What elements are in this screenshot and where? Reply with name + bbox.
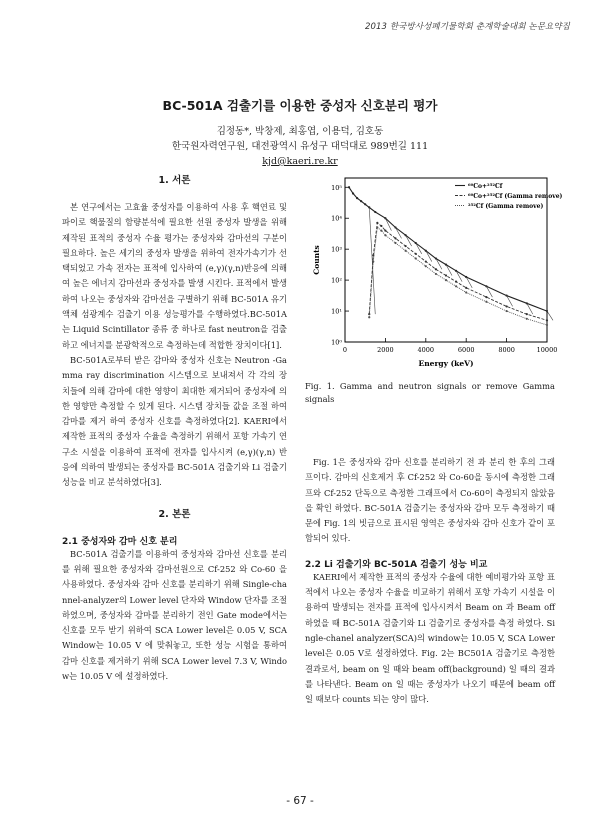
legend-entry: ⁶⁰Co+²⁵²Cf [468, 183, 503, 190]
y-tick-label: 10⁵ [331, 183, 342, 192]
data-point [415, 253, 417, 255]
paragraph: Fig. 1은 중성자와 감마 신호를 분리하기 전 과 분리 한 후의 그래프이다. 감마의 신호제거 후 Cf-252 와 Co-60을 동시에 측정한 그래프와 Cf-252 단독으로 측정한 그래프에서 Co-60이 측정되지 않았음을 확인 하였다. BC-501A 검출기는 중성자와 감마 모두 측정하기 때문에 Fig. 1의 빗금으로 표시된 영역은 중성자와 감마 신호가 같이 포함되어 있다. [305, 457, 555, 544]
y-tick-label: 10⁴ [331, 214, 342, 223]
section-heading: 1. 서론 [158, 175, 191, 186]
data-point [465, 287, 467, 289]
legend-entry: ⁶⁰Co+²⁵²Cf (Gamma remove) [468, 193, 563, 200]
data-point [526, 313, 528, 315]
section-heading: 2. 본론 [158, 508, 191, 520]
data-point [368, 316, 370, 318]
data-point [384, 217, 386, 219]
data-point [352, 192, 354, 194]
data-point [546, 319, 548, 321]
data-point [394, 226, 396, 228]
figure-1 [305, 170, 563, 375]
paper-title: BC-501A 검출기를 이용한 중성자 신호분리 평가 [162, 98, 438, 113]
paragraph: BC-501A 검출기를 이용하여 중성자와 감마선 신호를 분리를 위해 필요한 중성자와 감마선원으로 Cf-252 와 Co-60 을 사용하였다. 중성자와 감마 신호를 분리하기 위해 Single-channel-analyzer의 Lower level 단자와 Window 단자를 조절하였으며, 중성자와 감마를 분리하기 전인 Gate mode에서는 신호를 모두 받기 위하여 SCA Lower level은 0.05 V, SCA Window는 10.05 V 에 맞춰놓고, 또한 성능 시험을 통하여 감마 신호를 제거하기 위해 SCA Lower level 7.3 V, Window는 10.05 V 에 설정하였다. [62, 548, 287, 682]
paragraph: BC-501A로부터 받은 감마와 중성자 신호는 Neutron -Gamma ray discrimination 시스템으로 보내져서 각 각의 장치들에 의해 감마에 대한 영향이 최대한 제거되어 중성자에 의한 영향만 측정할 수 있게 된다. 시스템 장치들 값을 조절 하여 감마를 제거 하여 중성자 신호를 측정하였다[2]. KAERI에서 제작한 표적의 중성자 수율을 측정하기 위해서 포항 가속기 연구소 시설을 이용하여 표적에 전자를 입사시켜 (e,γ)(γ,n) 반응에 의하여 발생되는 중성자를 BC-501A 검출기와 Li 검출기 성능을 비교 분석하였다[3]. [62, 354, 287, 488]
x-axis-label: Energy (keV) [418, 359, 474, 368]
data-point [380, 230, 382, 232]
data-point [485, 301, 487, 303]
data-point [394, 242, 396, 244]
author-email[interactable]: kjd@kaeri.re.kr [262, 156, 338, 167]
y-tick-label: 10³ [331, 245, 342, 254]
data-point [455, 281, 457, 283]
data-point [425, 250, 427, 252]
data-point [376, 226, 378, 228]
data-point [485, 285, 487, 287]
data-point [445, 279, 447, 281]
data-point [435, 257, 437, 259]
hatch-line [385, 218, 391, 230]
data-point [364, 203, 366, 205]
chart-svg [305, 170, 563, 375]
x-tick-label: 0 [342, 346, 348, 354]
hatch-line [547, 311, 553, 320]
paragraph: KAERI에서 제작한 표적의 중성자 수율에 대한 예비평가와 포항 표적에서 나오는 중성자 수율을 비교하기 위해서 포항 가속기 시설을 이용하여 발생되는 전자를 표적에 입사시켜서 Beam on 과 Beam off 하였을 때 BC-501A 검출기와 Li 검출기로 중성자를 측정 하였다. Single-chanel analyzer(SCA)의 window는 10.05 V, SCA Lower level은 0.05 V로 설정하였다. Fig. 2는 BC501A 검출기로 측정한 결과로서, beam on 일 때와 beam off(background) 일 때의 결과를 나타낸다. Beam on 일 때는 중성자가 나오기 때문에 beam off 일 때보다 counts 되는 양이 많다. [305, 571, 555, 705]
subsection-heading: 2.2 Li 검출기와 BC-501A 검출기 성능 비교 [305, 559, 488, 570]
right-column [305, 455, 555, 707]
data-point [376, 222, 378, 224]
left-column [62, 172, 287, 684]
author-affiliation: 한국원자력연구원, 대전광역시 유성구 대덕대로 989번길 111 [171, 141, 429, 152]
data-point [485, 296, 487, 298]
conference-header: 2013 한국방사성폐기물학회 춘계학술대회 논문요약집 [365, 22, 570, 32]
figure-caption: Fig. 1. Gamma and neutron signals or remove Gamma signals [305, 381, 555, 404]
data-point [405, 250, 407, 252]
data-point [435, 273, 437, 275]
data-point [425, 265, 427, 267]
author-block [0, 124, 600, 169]
author-names: 김정동*, 박창제, 최홍엽, 이용덕, 김호동 [216, 126, 384, 137]
data-point [506, 294, 508, 296]
data-point [465, 291, 467, 293]
data-point [435, 268, 437, 270]
data-point [356, 197, 358, 199]
data-point [425, 260, 427, 262]
data-point [506, 310, 508, 312]
data-point [465, 276, 467, 278]
y-tick-label: 10⁰ [331, 338, 342, 347]
data-point [526, 318, 528, 320]
data-point [380, 225, 382, 227]
data-point [415, 257, 417, 259]
data-point [360, 200, 362, 202]
data-point [445, 274, 447, 276]
legend-entry: ²⁵²Cf (Gamma remove) [468, 203, 544, 210]
paragraph: 본 연구에서는 고효율 중성자를 이용하여 사용 후 핵연료 및 파이로 핵물질의 함량분석에 필요한 선원 중성자 발생을 위해 제작된 표적의 중성자 수율 평가는 중성자와 감마선의 구분이 필요하다. 높은 세기의 중성자 발생을 위하여 전자가속기가 선택되었고 가속 전자는 표적에 입사하여 (e,γ)(γ,n)반응에 의해여 높은 에너지 감마선과 중성자를 발생 시킨다. 표적에서 발생하여 나오는 중성자와 감마선을 구별하기 위해 BC-501A 유기 액체 섬광계수 검출기 이용 성능평가를 수행하였다.BC-501A는 Liquid Scintillator 종류 중 하나로 fast neutron을 검출하고 에너지를 분광학적으로 측정하는데 적합한 장치이다[1]. [62, 202, 287, 350]
data-point [394, 237, 396, 239]
x-tick-label: 4000 [417, 346, 435, 354]
data-point [384, 230, 386, 232]
data-point [374, 211, 376, 213]
y-axis-label: Counts [312, 245, 321, 275]
y-tick-label: 10² [331, 276, 342, 285]
data-point [384, 234, 386, 236]
data-point [506, 305, 508, 307]
data-point [348, 186, 350, 188]
data-point [455, 285, 457, 287]
x-tick-label: 2000 [377, 346, 394, 354]
subsection-heading: 2.1 중성자와 감마 신호 분리 [62, 536, 178, 547]
data-point [546, 324, 548, 326]
x-tick-label: 10000 [536, 346, 558, 354]
data-point [405, 245, 407, 247]
x-tick-label: 6000 [457, 346, 475, 354]
x-tick-label: 8000 [498, 346, 515, 354]
page-number: - 67 - [286, 795, 314, 807]
y-tick-label: 10¹ [331, 307, 342, 316]
